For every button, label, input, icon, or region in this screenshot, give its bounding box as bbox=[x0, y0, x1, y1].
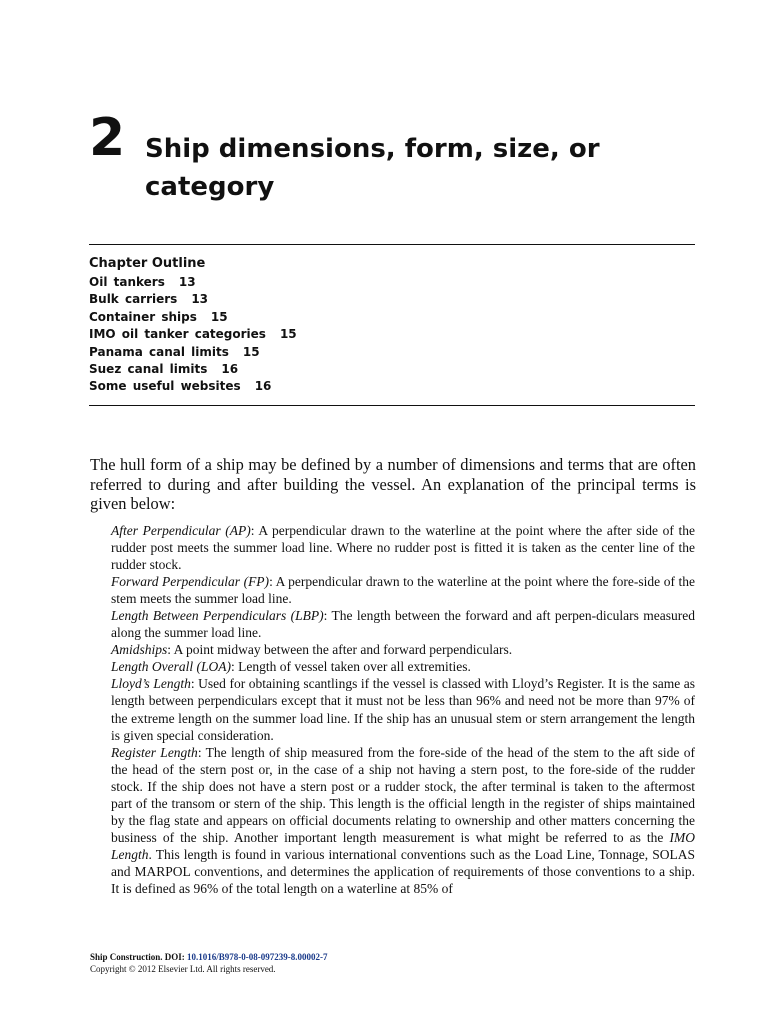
definition-text-tail: . This length is found in various international conventions such as the Load Line, Tonnage, SOLAS and MARPOL conventions, and determines the application of requirements of those conventions to a ship. It is defined as 96% of the total length on a waterline at 85% of bbox=[111, 846, 695, 896]
definition bbox=[111, 522, 695, 573]
outline-item-label: IMO oil tanker categories bbox=[89, 327, 266, 342]
outline-item[interactable] bbox=[89, 274, 695, 291]
definition-term: Length Overall (LOA) bbox=[111, 659, 231, 675]
chapter-title: Ship dimensions, form, size, or category bbox=[145, 134, 600, 202]
definition bbox=[111, 675, 695, 743]
definition-term: Length Between Perpendiculars (LBP) bbox=[111, 608, 324, 624]
definition-inline-italic: IMO Length bbox=[111, 829, 695, 862]
definition-text: : The length between the forward and aft perpen-diculars measured along the summer load line. bbox=[111, 608, 695, 641]
definitions-list bbox=[111, 522, 695, 897]
definition-text: : A perpendicular drawn to the waterline at the point where the fore-side of the stem meets the summer load line. bbox=[111, 574, 695, 607]
definition-term: Lloyd’s Length bbox=[111, 676, 191, 692]
definition bbox=[111, 607, 695, 641]
definition bbox=[111, 658, 695, 675]
definition bbox=[111, 573, 695, 607]
definition-term: Forward Perpendicular (FP) bbox=[111, 574, 270, 590]
outline-item-page: 13 bbox=[178, 275, 196, 289]
outline-item[interactable] bbox=[89, 309, 695, 326]
outline-item-label: Suez canal limits bbox=[89, 362, 208, 377]
definition-text: : A point midway between the after and forward perpendiculars. bbox=[167, 642, 513, 658]
definition-term: Register Length bbox=[111, 744, 198, 760]
outline-item[interactable] bbox=[89, 361, 695, 378]
definition-term: Amidships bbox=[111, 642, 168, 658]
definition bbox=[111, 641, 695, 658]
outline-item-label: Panama canal limits bbox=[89, 344, 229, 359]
intro-paragraph: The hull form of a ship may be defined by a number of dimensions and terms that are often referred to during and after building the vessel. An explanation of the principal terms is given below: bbox=[90, 455, 696, 513]
outline-item-label: Oil tankers bbox=[89, 275, 165, 289]
doi-label: DOI: bbox=[164, 952, 185, 962]
outline-item-page: 15 bbox=[279, 327, 297, 342]
outline-item[interactable] bbox=[89, 326, 695, 343]
definition-term: After Perpendicular (AP) bbox=[111, 523, 251, 538]
chapter-outline bbox=[89, 244, 695, 406]
outline-item-page: 15 bbox=[242, 344, 260, 359]
definition-text: : The length of ship measured from the fore-side of the head of the stem to the aft side of the head of the stern post or, in the case of a ship not having a stern post, to the fore-side of the rudder stock. If the ship does not have a stern post or a rudder stock, the after terminal is taken to the aftermost part of the transom or stern of the ship. This length is the official length in the register of ships maintained by the flag state and appears on official documents relating to ownership and other matters concerning the business of the ship. Another important length measurement is what might be referred to as the bbox=[111, 744, 695, 845]
source-title: Ship Construction. bbox=[90, 952, 163, 962]
outline-item-page: 13 bbox=[191, 292, 209, 307]
definition-text: : Length of vessel taken over all extremities. bbox=[230, 659, 471, 675]
outline-title: Chapter Outline bbox=[89, 256, 206, 271]
page-footer bbox=[90, 951, 696, 975]
doi-link[interactable]: 10.1016/B978-0-08-097239-8.00002-7 bbox=[187, 952, 328, 962]
outline-item-page: 16 bbox=[221, 362, 239, 377]
outline-item[interactable] bbox=[89, 344, 695, 361]
definition-text: : A perpendicular drawn to the waterline at the point where the after side of the rudder post meets the summer load line. Where no rudder post is fitted it is taken as the center line of the rudder stock. bbox=[111, 523, 695, 573]
copyright-line: Copyright © 2012 Elsevier Ltd. All rights reserved. bbox=[90, 964, 276, 974]
chapter-number: 2 bbox=[89, 108, 125, 168]
outline-item-page: 15 bbox=[210, 309, 228, 324]
definition bbox=[111, 744, 695, 897]
outline-item-label: Bulk carriers bbox=[89, 292, 178, 307]
outline-item[interactable] bbox=[89, 291, 695, 308]
citation-line bbox=[90, 951, 696, 963]
outline-item-page: 16 bbox=[254, 379, 272, 394]
outline-item-label: Some useful websites bbox=[89, 379, 241, 394]
outline-item[interactable] bbox=[89, 378, 695, 395]
definition-text: : Used for obtaining scantlings if the vessel is classed with Lloyd’s Register. It is the same as length between perpendiculars except that it must not be less than 96% and need not be more than 97% of the extreme length on the summer load line. If the ship has an unusual stem or stern arrangement the length is given special consideration. bbox=[111, 676, 695, 743]
outline-item-label: Container ships bbox=[89, 309, 197, 324]
